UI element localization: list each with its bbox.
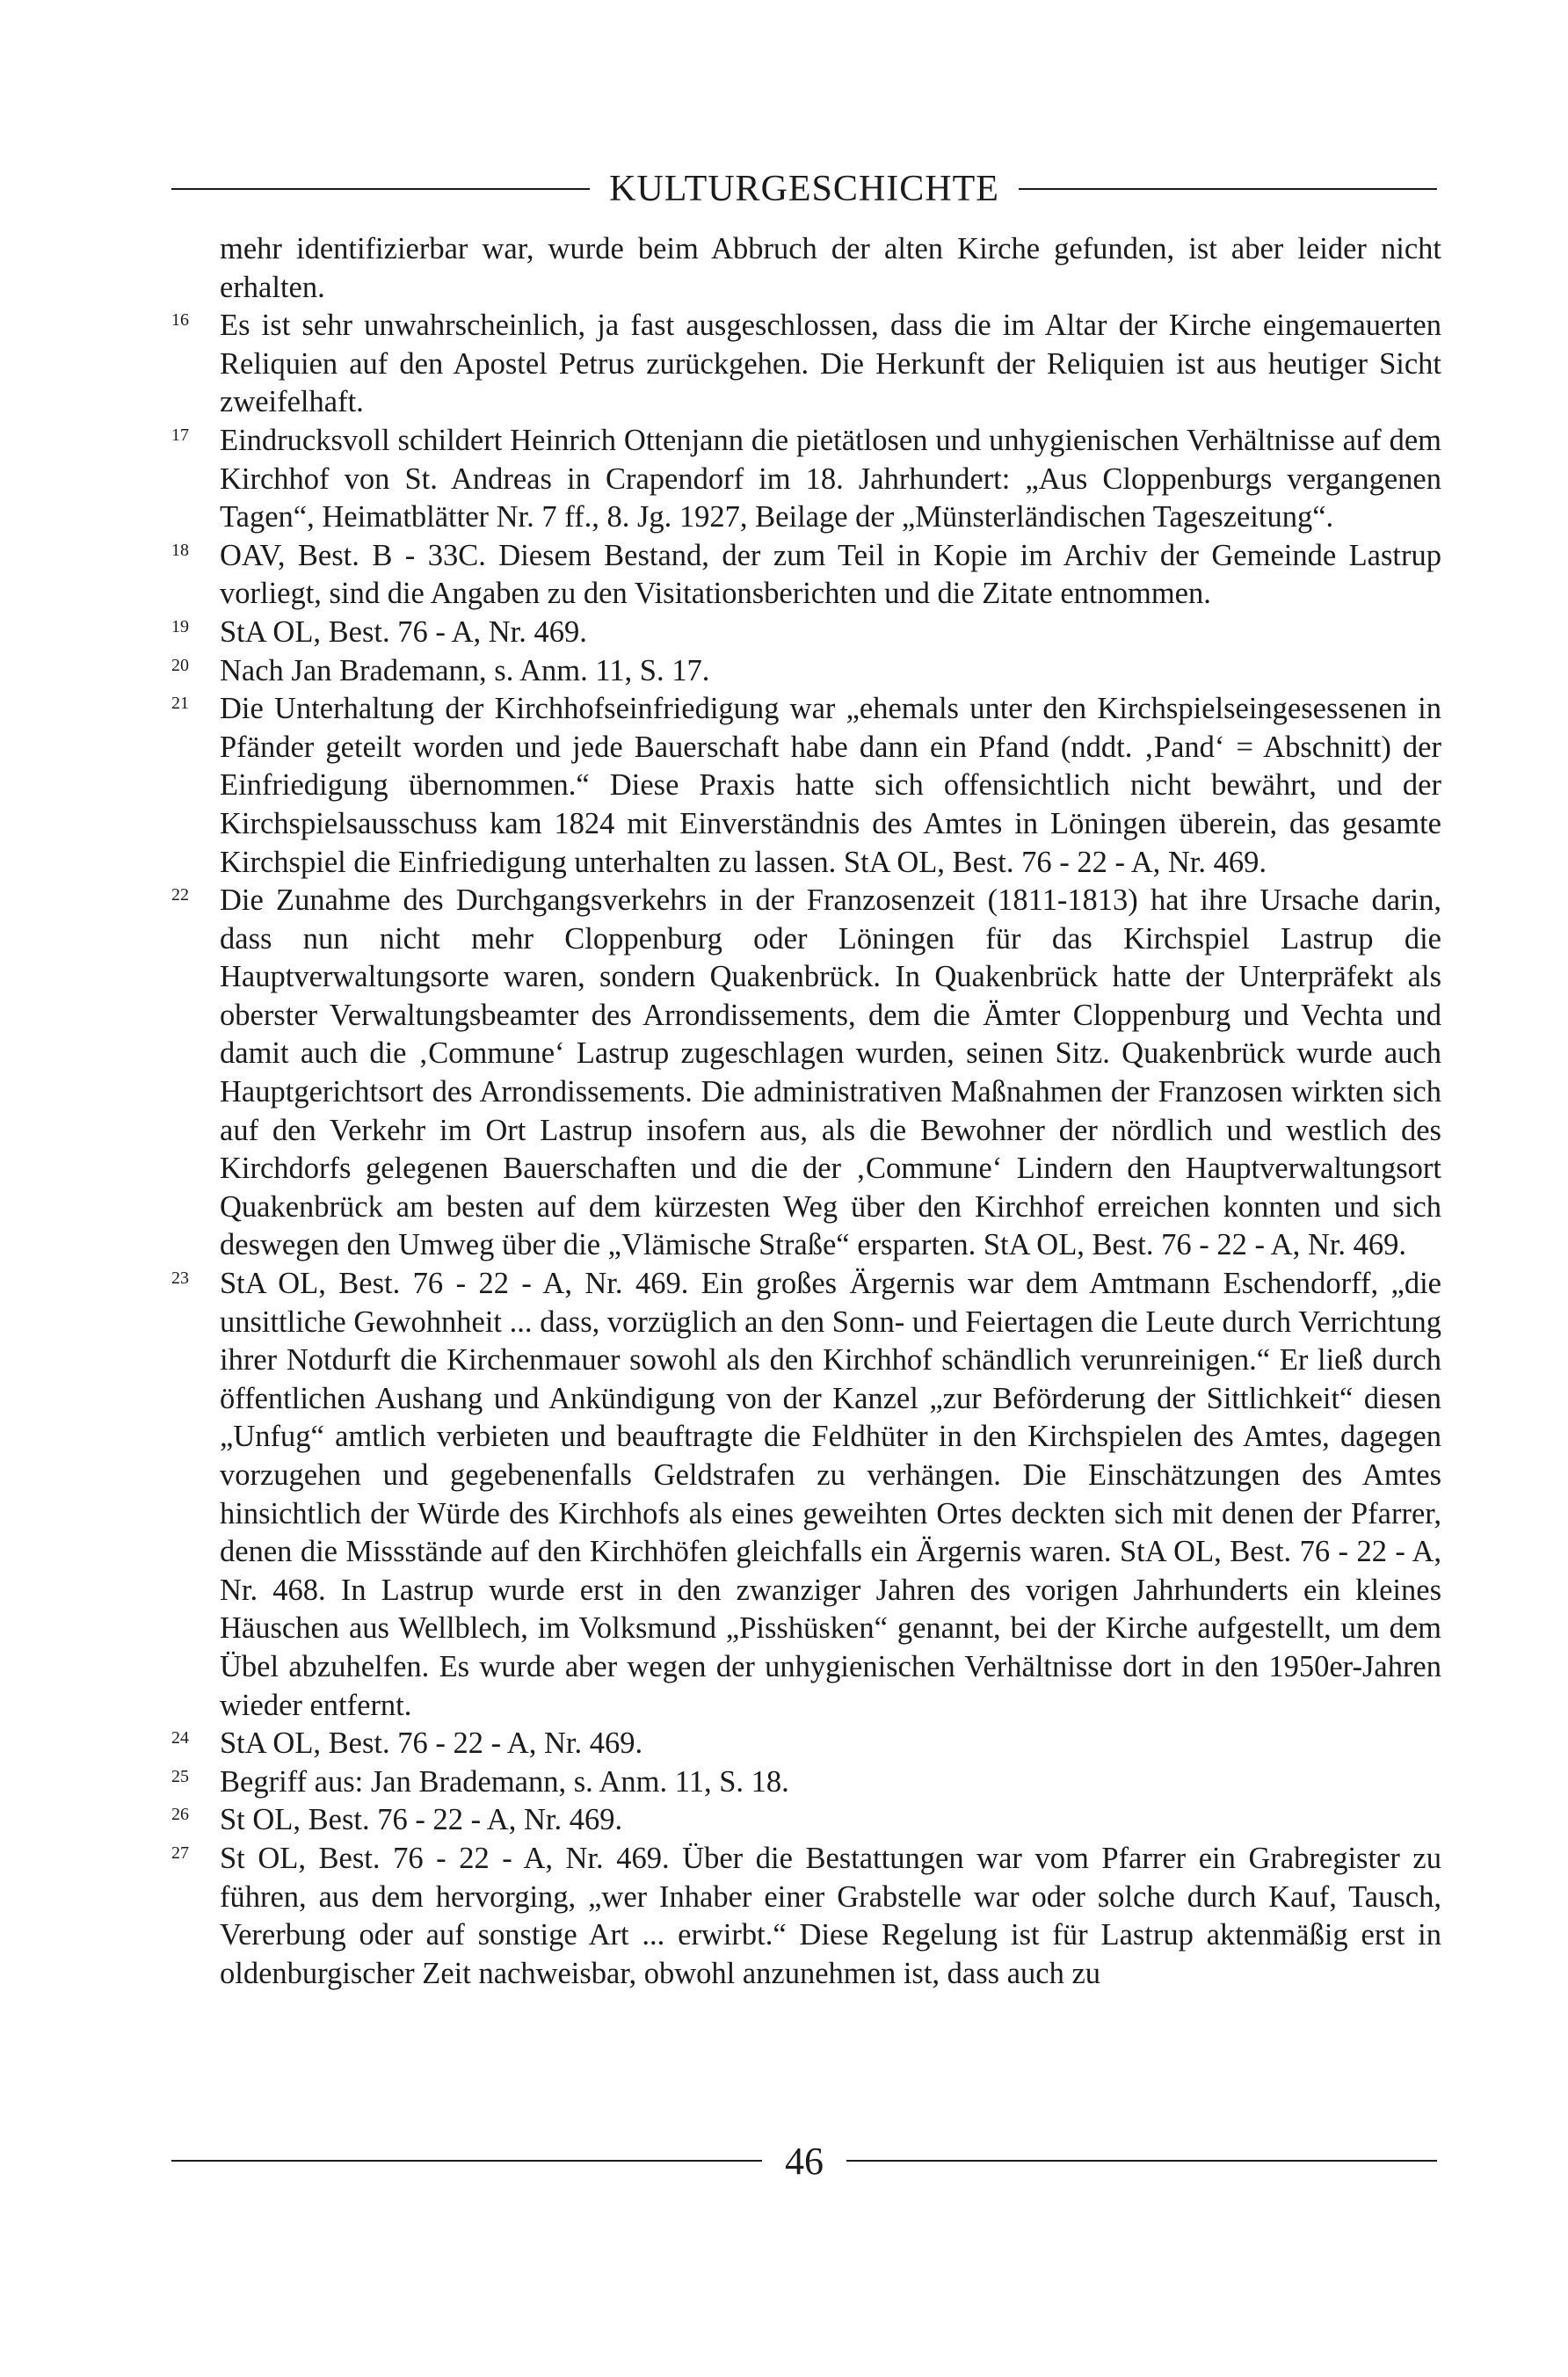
footnote-text: Die Unterhaltung der Kirchhofseinfriedigung war „ehemals unter den Kirchspielseingesessenen in Pfänder geteilt worden und jede Bauerschaft habe dann ein Pfand (nddt. ‚Pand‘ = Abschnitt) der Einfriedigung übernommen.“ Diese Praxis hatte sich offensichtlich nicht bewährt, und der Kirchspielsausschuss kam 1824 mit Einverständnis des Amtes in Löningen überein, das gesamte Kirchspiel die Einfriedigung unterhalten zu lassen. StA OL, Best. 76 - 22 - A, Nr. 469.: [220, 692, 1441, 879]
footnote-text: St OL, Best. 76 - 22 - A, Nr. 469.: [220, 1803, 623, 1837]
footnote-number: 20: [171, 655, 189, 675]
footnote-22: [171, 882, 1441, 1265]
footnote-number: 27: [171, 1843, 189, 1863]
footnote-18: [171, 537, 1441, 614]
footnote-text: Begriff aus: Jan Brademann, s. Anm. 11, S. 18.: [220, 1764, 789, 1799]
footnote-text: StA OL, Best. 76 - 22 - A, Nr. 469.: [220, 1726, 643, 1761]
footnote-23: [171, 1265, 1441, 1725]
footnotes-section: [171, 230, 1441, 1993]
footnote-number: 16: [171, 310, 189, 331]
footnote-text: St OL, Best. 76 - 22 - A, Nr. 469. Über die Bestattungen war vom Pfarrer ein Grabregister zu führen, aus dem hervorging, „wer Inhaber einer Grabstelle war oder solche durch Kauf, Tausch, Vererbung oder auf sonstige Art ... erwirbt.“ Diese Regelung ist für Lastrup aktenmäßig erst in oldenburgischer Zeit nachweisbar, obwohl anzunehmen ist, dass auch zu: [220, 1841, 1441, 1990]
header-rule-left: [171, 188, 590, 190]
footnote-24: [171, 1725, 1441, 1763]
footnote-20: [171, 652, 1441, 691]
footnote-19: [171, 614, 1441, 652]
footnote-25: [171, 1763, 1441, 1802]
footnote-21: [171, 690, 1441, 882]
footnote-text: Eindrucksvoll schildert Heinrich Ottenjann die pietätlosen und unhygienischen Verhältnisse auf dem Kirchhof von St. Andreas in Crapendorf im 18. Jahrhundert: „Aus Cloppenburgs vergangenen Tagen“, Heimatblätter Nr. 7 ff., 8. Jg. 1927, Beilage der „Münsterländischen Tageszeitung“.: [220, 423, 1441, 534]
footnote-text: Die Zunahme des Durchgangsverkehrs in der Franzosenzeit (1811-1813) hat ihre Ursache darin, dass nun nicht mehr Cloppenburg oder Löningen für das Kirchspiel Lastrup die Hauptverwaltungsorte waren, sondern Quakenbrück. In Quakenbrück hatte der Unterpräfekt als oberster Verwaltungsbeamter des Arrondissements, dem die Ämter Cloppenburg und Vechta und damit auch die ‚Commune‘ Lastrup zugeschlagen wurden, seinen Sitz. Quakenbrück wurde auch Hauptgerichtsort des Arrondissements. Die administrativen Maßnahmen der Franzosen wirkten sich auf den Verkehr im Ort Lastrup insofern aus, als die Bewohner der nördlich und westlich des Kirchdorfs gelegenen Bauerschaften und die der ‚Commune‘ Lindern den Hauptverwaltungsort Quakenbrück am besten auf dem kürzesten Weg über den Kirchhof erreichen konnten und sich deswegen den Umweg über die „Vlämische Straße“ ersparten. StA OL, Best. 76 - 22 - A, Nr. 469.: [220, 883, 1441, 1262]
footnote-16: [171, 307, 1441, 422]
footnote-number: 25: [171, 1766, 189, 1786]
continued-footnote: mehr identifizierbar war, wurde beim Abbruch der alten Kirche gefunden, ist aber leider nicht erhalten.: [220, 232, 1441, 304]
footnote-number: 24: [171, 1728, 189, 1748]
footnote-number: 22: [171, 885, 189, 905]
footnote-27: [171, 1840, 1441, 1993]
footer-rule-right: [846, 2160, 1437, 2162]
footnote-number: 23: [171, 1268, 189, 1289]
footnote-text: StA OL, Best. 76 - 22 - A, Nr. 469. Ein großes Ärgernis war dem Amtmann Eschendorff, „die unsittliche Gewohnheit ... dass, vorzüglich an den Sonn- und Feiertagen die Leute durch Verrichtung ihrer Notdurft die Kirchenmauer sowohl als den Kirchhof schändlich verunreinigen.“ Er ließ durch öffentlichen Aushang und Ankündigung von der Kanzel „zur Beförderung der Sittlichkeit“ diesen „Unfug“ amtlich verbieten und beauftragte die Feldhüter in den Kirchspielen des Amtes, dagegen vorzugehen und gegebenenfalls Geldstrafen zu verhängen. Die Einschätzungen des Amtes hinsichtlich der Würde des Kirchhofs als eines geweihten Ortes deckten sich mit denen der Pfarrer, denen die Missstände auf den Kirchhöfen gleichfalls ein Ärgernis waren. StA OL, Best. 76 - 22 - A, Nr. 468. In Lastrup wurde erst in den zwanziger Jahren des vorigen Jahrhunderts ein kleines Häuschen aus Wellblech, im Volksmund „Pisshüsken“ genannt, bei der Kirche aufgestellt, um dem Übel abzuhelfen. Es wurde aber wegen der unhygienischen Verhältnisse dort in den 1950er-Jahren wieder entfernt.: [220, 1267, 1441, 1722]
footer-rule-left: [171, 2160, 762, 2162]
footnote-text: StA OL, Best. 76 - A, Nr. 469.: [220, 614, 587, 649]
footnote-17: [171, 422, 1441, 537]
footnote-number: 19: [171, 616, 189, 636]
page-number: 46: [785, 2139, 824, 2183]
footnote-26: [171, 1801, 1441, 1840]
footnote-number: 17: [171, 425, 189, 445]
header-rule-right: [1019, 188, 1437, 190]
footnote-number: 26: [171, 1805, 189, 1825]
footnote-text: Nach Jan Brademann, s. Anm. 11, S. 17.: [220, 653, 710, 687]
header-title: KULTURGESCHICHTE: [609, 169, 999, 209]
page-footer: [171, 2134, 1437, 2187]
footnote-text: Es ist sehr unwahrscheinlich, ja fast ausgeschlossen, dass die im Altar der Kirche eingemauerten Reliquien auf den Apostel Petrus zurückgehen. Die Herkunft der Reliquien ist aus heutiger Sicht zweifelhaft.: [220, 309, 1441, 419]
footnote-number: 18: [171, 540, 189, 560]
footnote-text: OAV, Best. B - 33C. Diesem Bestand, der zum Teil in Kopie im Archiv der Gemeinde Lastrup vorliegt, sind die Angaben zu den Visitationsberichten und die Zitate entnommen.: [220, 538, 1441, 611]
running-header: [171, 158, 1437, 220]
footnote-number: 21: [171, 694, 189, 714]
